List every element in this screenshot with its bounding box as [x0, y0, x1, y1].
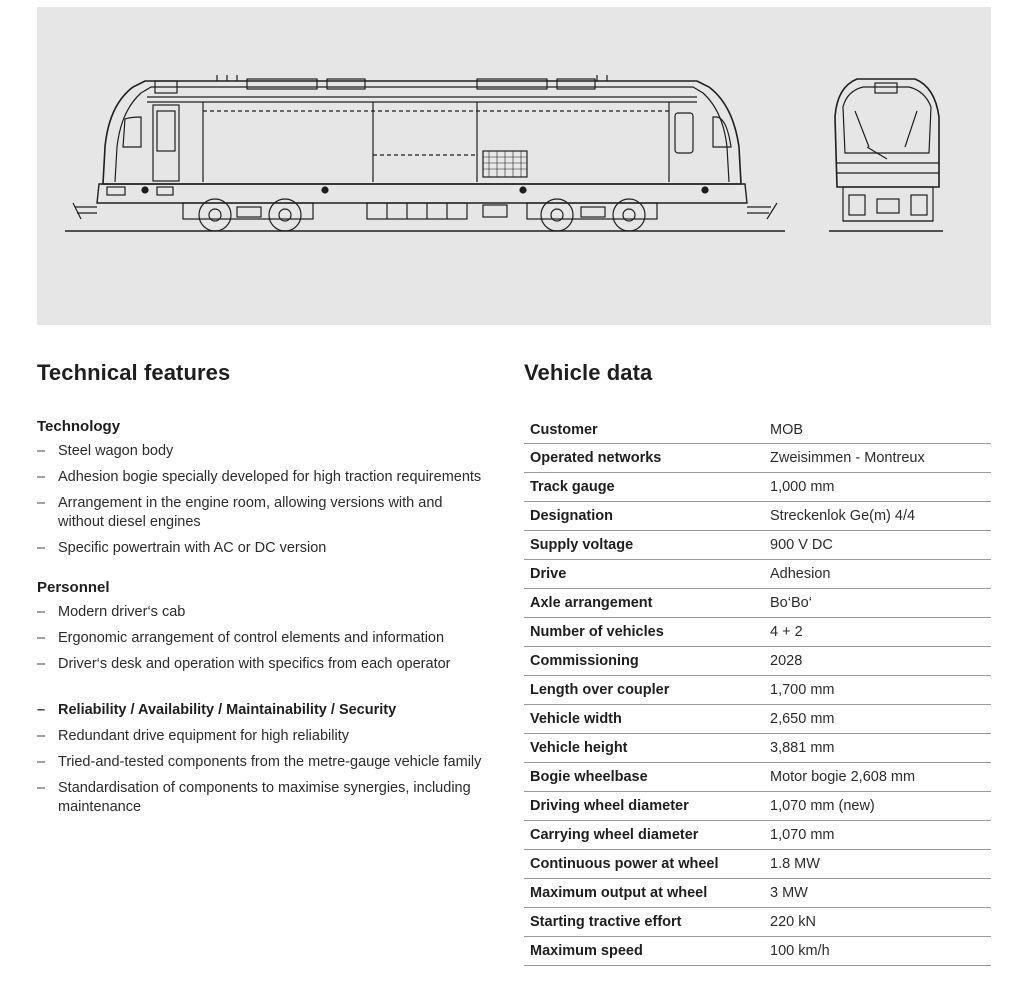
row-value: 900 V DC — [764, 531, 991, 560]
row-label: Maximum output at wheel — [524, 879, 764, 908]
table-row — [524, 560, 991, 589]
personnel-heading: Personnel — [37, 579, 110, 596]
row-value: 2028 — [764, 647, 991, 676]
row-value: Motor bogie 2,608 mm — [764, 763, 991, 792]
table-row — [524, 647, 991, 676]
technology-section — [37, 418, 487, 558]
locomotive-side-view — [65, 75, 785, 231]
row-label: Number of vehicles — [524, 618, 764, 647]
row-label: Designation — [524, 502, 764, 531]
row-value: 220 kN — [764, 908, 991, 937]
row-label: Drive — [524, 560, 764, 589]
row-label: Driving wheel diameter — [524, 792, 764, 821]
technical-features — [37, 358, 487, 824]
row-label: Operated networks — [524, 444, 764, 473]
row-value: 3,881 mm — [764, 734, 991, 763]
row-value: 1,070 mm (new) — [764, 792, 991, 821]
list-item: – Arrangement in the engine room, allowing versions with and without diesel engines — [37, 494, 487, 532]
table-row — [524, 502, 991, 531]
row-label: Maximum speed — [524, 937, 764, 966]
rams-list — [37, 701, 487, 817]
locomotive-drawing — [37, 7, 991, 325]
row-value: MOB — [764, 417, 991, 444]
table-row — [524, 618, 991, 647]
list-item: – Redundant drive equipment for high reliability — [37, 727, 487, 746]
row-value: 100 km/h — [764, 937, 991, 966]
row-label: Commissioning — [524, 647, 764, 676]
row-value: Bo‘Bo‘ — [764, 589, 991, 618]
table-row — [524, 763, 991, 792]
list-item: – Driver‘s desk and operation with specifics from each operator — [37, 655, 487, 674]
table-row — [524, 908, 991, 937]
list-item: – Ergonomic arrangement of control elements and information — [37, 629, 487, 648]
technology-list — [37, 442, 487, 558]
row-value: 1,000 mm — [764, 473, 991, 502]
table-row — [524, 705, 991, 734]
row-value: Zweisimmen - Montreux — [764, 444, 991, 473]
row-label: Customer — [524, 417, 764, 444]
table-row — [524, 850, 991, 879]
vehicle-data-table — [524, 417, 991, 966]
bogie-right — [527, 199, 657, 231]
table-row — [524, 792, 991, 821]
bogie-left — [183, 199, 313, 231]
locomotive-drawing-panel — [37, 7, 991, 325]
technology-heading: Technology — [37, 418, 121, 435]
row-label: Axle arrangement — [524, 589, 764, 618]
vehicle-title: Vehicle data — [524, 360, 653, 385]
table-row — [524, 531, 991, 560]
row-label: Starting tractive effort — [524, 908, 764, 937]
rams-heading: – Reliability / Availability / Maintainability / Security — [37, 701, 487, 720]
row-value: 4 + 2 — [764, 618, 991, 647]
table-row — [524, 937, 991, 966]
list-item: – Modern driver‘s cab — [37, 603, 487, 622]
vehicle-data — [524, 358, 991, 966]
table-row — [524, 821, 991, 850]
row-label: Bogie wheelbase — [524, 763, 764, 792]
row-value: 1.8 MW — [764, 850, 991, 879]
list-item: – Standardisation of components to maximise synergies, including maintenance — [37, 779, 487, 817]
row-label: Length over coupler — [524, 676, 764, 705]
row-label: Carrying wheel diameter — [524, 821, 764, 850]
row-value: 3 MW — [764, 879, 991, 908]
row-label: Track gauge — [524, 473, 764, 502]
list-item: – Steel wagon body — [37, 442, 487, 461]
table-row — [524, 734, 991, 763]
table-row — [524, 589, 991, 618]
features-title: Technical features — [37, 360, 231, 385]
row-value: 1,700 mm — [764, 676, 991, 705]
personnel-section — [37, 579, 487, 674]
personnel-list — [37, 603, 487, 674]
row-value: 2,650 mm — [764, 705, 991, 734]
row-value: 1,070 mm — [764, 821, 991, 850]
row-label: Vehicle height — [524, 734, 764, 763]
list-item: – Specific powertrain with AC or DC version — [37, 539, 487, 558]
table-row — [524, 417, 991, 444]
row-value: Adhesion — [764, 560, 991, 589]
list-item: – Adhesion bogie specially developed for high traction requirements — [37, 468, 487, 487]
table-row — [524, 473, 991, 502]
row-label: Supply voltage — [524, 531, 764, 560]
locomotive-front-view — [829, 79, 943, 231]
table-row — [524, 879, 991, 908]
row-label: Continuous power at wheel — [524, 850, 764, 879]
list-item: – Tried-and-tested components from the metre-gauge vehicle family — [37, 753, 487, 772]
row-label: Vehicle width — [524, 705, 764, 734]
table-row — [524, 444, 991, 473]
row-value: Streckenlok Ge(m) 4/4 — [764, 502, 991, 531]
table-row — [524, 676, 991, 705]
